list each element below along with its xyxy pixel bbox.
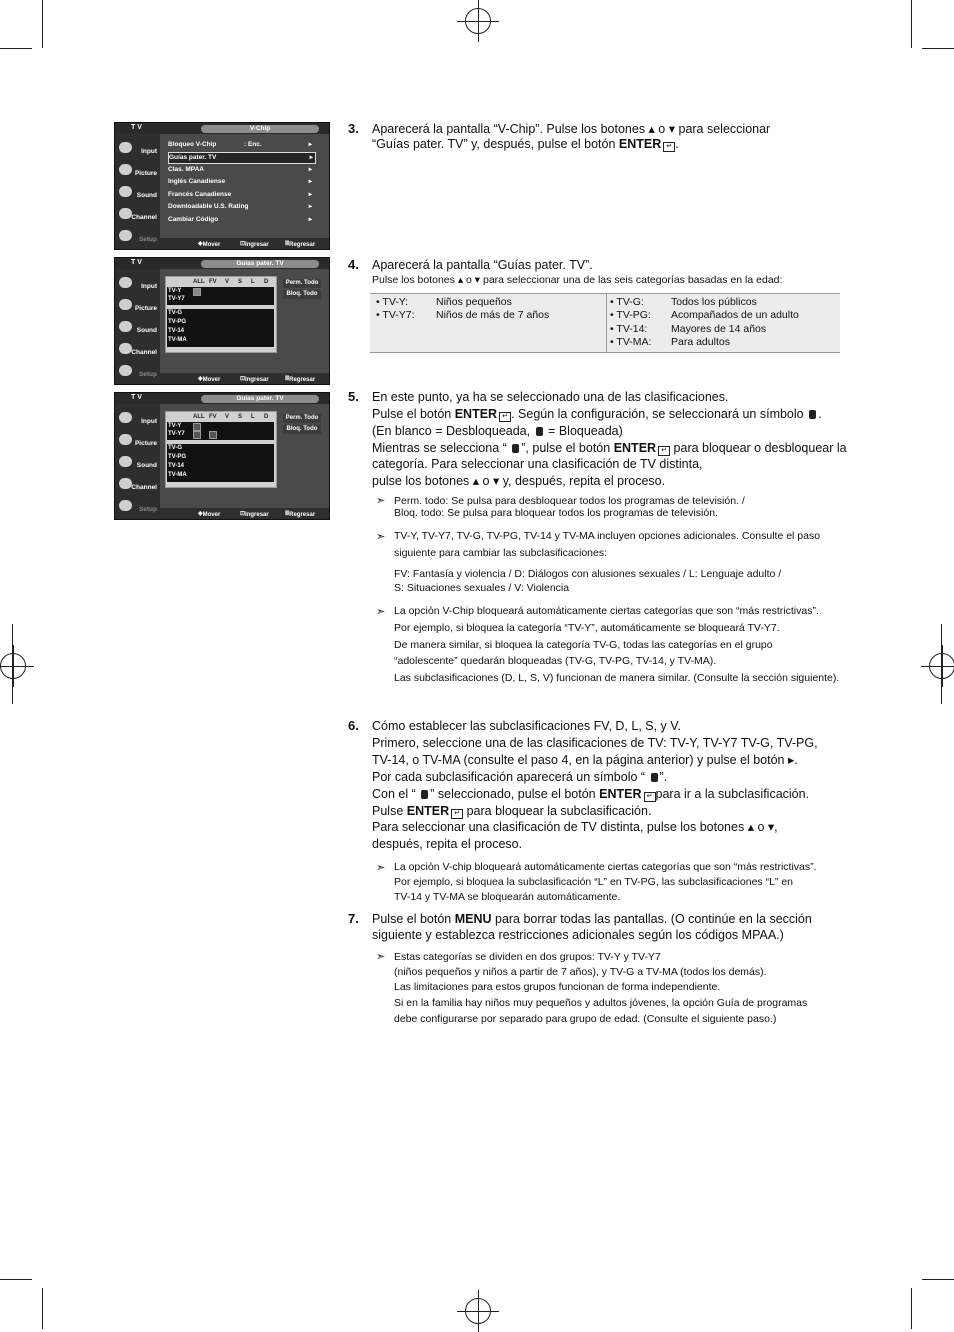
- vchip-menu: [162, 136, 326, 241]
- menu-item-ingles-canadiense[interactable]: Inglés Canadiense ▸: [168, 177, 314, 187]
- step3-line1: Aparecerá la pantalla “V-Chip”. Pulse los botones ▴ o ▾ para seleccionar: [372, 121, 770, 138]
- screen-title: Guías pater. TV: [201, 395, 319, 403]
- note-text: FV: Fantasía y violencia / D: Diálogos con alusiones sexuales / L: Lenguaje adulto /: [394, 568, 782, 580]
- note-text: Si en la familia hay niños muy pequeños y adultos jóvenes, la opción Guía de programas: [394, 997, 808, 1009]
- menu-item-bloqueo-vchip[interactable]: Bloqueo V-Chip : Enc. ▸: [168, 140, 314, 150]
- step4-line2: Pulse los botones ▴ o ▾ para seleccionar una de las seis categorías basadas en la edad:: [372, 273, 782, 288]
- note-text: Las subclasificaciones (D, L, S, V) funcionan de manera similar. (Consulte la sección siguiente).: [394, 672, 840, 684]
- registration-mark-icon: [0, 653, 26, 679]
- sidebar-item-setup[interactable]: Setup: [118, 363, 159, 383]
- crop-mark: [941, 624, 942, 704]
- table-cell-code: • TV-Y:: [376, 296, 409, 308]
- crop-mark: [911, 1288, 912, 1329]
- lock-icon[interactable]: [193, 423, 201, 431]
- sidebar-item-setup[interactable]: Setup: [118, 228, 159, 248]
- enter-icon: ↵: [644, 792, 656, 802]
- note-text: La opción V-Chip bloqueará automáticamente ciertas categorías que son “más restrictivas”.: [394, 605, 819, 617]
- tv-footer: [160, 508, 329, 519]
- note-arrow-icon: ➣: [376, 495, 386, 507]
- move-hint: ◆ Mover: [198, 511, 221, 518]
- input-icon: [119, 412, 132, 423]
- enter-icon: ↵: [658, 446, 670, 456]
- table-cell-code: • TV-Y7:: [376, 309, 415, 321]
- channel-icon: [119, 478, 132, 489]
- channel-icon: [119, 343, 132, 354]
- note-text: S: Situaciones sexuales / V: Violencia: [394, 582, 570, 594]
- crop-mark: [42, 1288, 43, 1329]
- crop-mark: [12, 624, 13, 704]
- tv-top-bar: T V Guías pater. TV: [115, 258, 329, 269]
- table-cell-code: • TV-PG:: [610, 309, 651, 321]
- sidebar-item-channel[interactable]: Channel: [118, 476, 159, 496]
- sidebar-item-input[interactable]: Input: [118, 275, 159, 295]
- arrow-right-icon: [309, 202, 312, 212]
- note-text: TV-Y, TV-Y7, TV-G, TV-PG, TV-14 y TV-MA incluyen opciones adicionales. Consulte el paso: [394, 530, 821, 542]
- note-text: debe configurarse por separado para grupo de edad. (Consulte el siguiente paso.): [394, 1013, 777, 1025]
- sound-icon: [119, 321, 132, 332]
- picture-icon: [119, 299, 132, 310]
- step7-line2: siguiente y establezca restricciones adicionales según los códigos MPAA.): [372, 928, 784, 942]
- sidebar-item-picture[interactable]: Picture: [118, 297, 159, 317]
- move-hint: ◆ Mover: [198, 376, 221, 383]
- enter-hint: ⊡ Ingresar: [240, 511, 269, 518]
- note-text: Estas categorías se dividen en dos grupos: TV-Y y TV-Y7: [394, 951, 661, 963]
- setup-icon: [119, 500, 132, 511]
- enter-hint: ⊡ Ingresar: [240, 376, 269, 383]
- table-cell-desc: Niños pequeños: [436, 296, 512, 308]
- move-hint: ◆ Mover: [198, 241, 221, 248]
- tv-screen-vchip: [114, 122, 330, 250]
- sidebar-item-picture[interactable]: Picture: [118, 162, 159, 182]
- lock-icon: [651, 773, 658, 782]
- step4-line1: Aparecerá la pantalla “Guías pater. TV”.: [372, 258, 593, 272]
- perm-todo-button[interactable]: Perm. Todo: [283, 279, 321, 288]
- step3-line2: “Guías pater. TV” y, después, pulse el botón ENTER ↵ .: [372, 137, 679, 151]
- picture-icon: [119, 164, 132, 175]
- table-divider: [606, 294, 607, 352]
- sidebar-item-channel[interactable]: Channel: [118, 206, 159, 226]
- note-text: Perm. todo: Se pulsa para desbloquear todos los programas de televisión. /: [394, 495, 745, 507]
- sidebar-item-sound[interactable]: Sound: [118, 454, 159, 474]
- picture-icon: [119, 434, 132, 445]
- step5-line3: (En blanco = Desbloqueada, = Bloqueada): [372, 424, 623, 438]
- step6-line8: después, repita el proceso.: [372, 837, 523, 851]
- step-number: 4.: [348, 257, 359, 272]
- rating-grid: ALL FV V S L D TV-Y TV-Y7 TV-G TV-PG TV-14 TV-MA: [165, 276, 277, 353]
- arrow-right-icon: [309, 165, 312, 175]
- menu-item-guias-pater-tv[interactable]: Guías pater. TV ▸: [168, 152, 316, 164]
- step6-line1: Cómo establecer las subclasificaciones FV, D, L, S, y V.: [372, 719, 681, 733]
- tv-screen-guias-1: [114, 257, 330, 385]
- step-number: 6.: [348, 718, 359, 733]
- table-cell-desc: Acompañados de un adulto: [671, 309, 799, 321]
- return-hint: Ⅲ Regresar: [285, 376, 316, 383]
- sidebar-item-input[interactable]: Input: [118, 410, 159, 430]
- note-text: (niños pequeños y niños a partir de 7 años), y TV-G a TV-MA (todos los demás).: [394, 966, 767, 978]
- sound-icon: [119, 186, 132, 197]
- tv-screen-guias-2: [114, 392, 330, 520]
- menu-item-cambiar-codigo[interactable]: Cambiar Código ▸: [168, 215, 314, 225]
- crop-mark: [911, 0, 912, 48]
- tv-top-bar: T V Guías pater. TV: [115, 393, 329, 404]
- note-text: Por ejemplo, si bloquea la categoría “TV-Y”, automáticamente se bloqueará TV-Y7.: [394, 622, 780, 634]
- bloq-todo-button[interactable]: Bloq. Todo: [283, 290, 321, 299]
- step5-line4: Mientras se selecciona “ ”, pulse el botón ENTER ↵ para bloquear o desbloquear la: [372, 441, 847, 455]
- lock-icon: [421, 790, 428, 799]
- note-arrow-icon: ➣: [376, 531, 386, 543]
- enter-icon: ↵: [499, 412, 511, 422]
- step5-line5: categoría. Para seleccionar una clasificación de TV distinta,: [372, 457, 703, 471]
- tv-top-bar: [115, 123, 329, 134]
- note-text: De manera similar, si bloquea la categoría TV-G, todas las categorías en el grupo: [394, 639, 773, 651]
- step-number: 7.: [348, 911, 359, 926]
- step5-line2: Pulse el botón ENTER ↵ . Según la configuración, se seleccionará un símbolo .: [372, 407, 822, 421]
- step6-line5: Con el “ ” seleccionado, pulse el botón ENTER ↵ para ir a la subclasificación.: [372, 787, 810, 801]
- perm-todo-button[interactable]: Perm. Todo: [283, 414, 321, 423]
- enter-icon: ↵: [451, 809, 463, 819]
- table-cell-desc: Mayores de 14 años: [671, 323, 767, 335]
- sound-icon: [119, 456, 132, 467]
- table-cell-code: • TV-MA:: [610, 336, 652, 348]
- note-text: TV-14 y TV-MA se bloquearán automáticamente.: [394, 891, 621, 903]
- sidebar-item-input[interactable]: Input: [118, 140, 159, 160]
- note-text: Bloq. todo: Se pulsa para bloquear todos los programas de televisión.: [394, 507, 718, 519]
- sidebar-item-setup[interactable]: Setup: [118, 498, 159, 518]
- return-hint: Ⅲ Regresar: [285, 511, 316, 518]
- arrow-right-icon: [309, 190, 312, 200]
- enter-hint: ⊡ Ingresar: [240, 241, 269, 248]
- sidebar-item-sound[interactable]: Sound: [118, 184, 159, 204]
- lock-icon: [536, 427, 543, 436]
- note-text: La opción V-chip bloqueará automáticamente ciertas categorías que son “más restrictivas”.: [394, 861, 817, 873]
- step6-line3: TV-14, o TV-MA (consulte el paso 4, en la página anterior) y pulse el botón ▸ .: [372, 752, 798, 769]
- step6-line6: Pulse ENTER ↵ para bloquear la subclasificación.: [372, 804, 652, 818]
- sidebar-item-picture[interactable]: Picture: [118, 432, 159, 452]
- step5-line6: pulse los botones ▴ o ▾ y, después, repita el proceso.: [372, 473, 665, 490]
- tv-sidebar: [115, 134, 160, 249]
- rating-cell-selected[interactable]: [193, 288, 201, 296]
- step-number: 5.: [348, 389, 359, 404]
- menu-item-frances-canadiense[interactable]: Francés Canadiense ▸: [168, 190, 314, 200]
- note-text: Las limitaciones para estos grupos funcionan de forma independiente.: [394, 981, 721, 993]
- input-icon: [119, 142, 132, 153]
- crop-mark: [0, 1279, 32, 1280]
- note-text: Por ejemplo, si bloquea la subclasificación “L” en TV-PG, las subclasificaciones “L” en: [394, 876, 793, 888]
- note-arrow-icon: ➣: [376, 862, 386, 874]
- setup-icon: [119, 230, 132, 241]
- table-cell-desc: Niños de más de 7 años: [436, 309, 550, 321]
- rating-grid: ALL FV V S L D TV-Y TV-Y7 TV-G TV-PG TV-14 TV-MA: [165, 411, 277, 488]
- tv-sidebar: [115, 269, 160, 384]
- screen-title: V-Chip: [201, 125, 319, 133]
- tv-footer: [160, 373, 329, 384]
- setup-icon: [119, 365, 132, 376]
- crop-mark: [922, 48, 954, 49]
- tv-sidebar: [115, 404, 160, 519]
- menu-item-clas-mpaa[interactable]: Clas. MPAA ▸: [168, 165, 314, 175]
- tv-footer: [160, 238, 329, 249]
- arrow-right-icon: [310, 153, 313, 163]
- bloq-todo-button[interactable]: Bloq. Todo: [283, 425, 321, 434]
- arrow-right-icon: [309, 215, 312, 225]
- lock-icon: [512, 444, 519, 453]
- lock-icon[interactable]: [209, 431, 217, 439]
- menu-item-downloadable-us-rating[interactable]: Downloadable U.S. Rating ▸: [168, 202, 314, 212]
- step6-line4: Por cada subclasificación aparecerá un símbolo “ ”.: [372, 770, 668, 784]
- step6-line2: Primero, seleccione una de las clasificaciones de TV: TV-Y, TV-Y7 TV-G, TV-PG,: [372, 736, 818, 750]
- step6-line7: Para seleccionar una clasificación de TV distinta, pulse los botones ▴ o ▾ ,: [372, 819, 778, 836]
- step-number: 3.: [348, 121, 359, 136]
- step7-line1: Pulse el botón MENU para borrar todas las pantallas. (O continúe en la sección: [372, 912, 812, 926]
- registration-mark-icon: [465, 1298, 491, 1324]
- lock-icon[interactable]: [193, 431, 201, 439]
- sidebar-item-sound[interactable]: Sound: [118, 319, 159, 339]
- table-cell-code: • TV-14:: [610, 323, 648, 335]
- table-cell-desc: Todos los públicos: [671, 296, 757, 308]
- note-arrow-icon: ➣: [376, 606, 386, 618]
- return-hint: Ⅲ Regresar: [285, 241, 316, 248]
- lock-icon: [809, 410, 816, 419]
- screen-title: Guías pater. TV: [201, 260, 319, 268]
- note-text: “adolescente” quedarán bloqueadas (TV-G, TV-PG, TV-14, y TV-MA).: [394, 655, 717, 667]
- note-arrow-icon: ➣: [376, 951, 386, 963]
- enter-icon: ↵: [663, 142, 675, 152]
- sidebar-item-channel[interactable]: Channel: [118, 341, 159, 361]
- note-text: siguiente para cambiar las subclasificaciones:: [394, 547, 608, 559]
- crop-mark: [922, 1279, 954, 1280]
- input-icon: [119, 277, 132, 288]
- step5-line1: En este punto, ya ha se seleccionado una de las clasificaciones.: [372, 390, 729, 404]
- table-cell-code: • TV-G:: [610, 296, 644, 308]
- arrow-right-icon: [309, 177, 312, 187]
- tv-label: T V: [131, 124, 142, 131]
- crop-mark: [0, 48, 32, 49]
- crop-mark: [42, 0, 43, 48]
- registration-mark-icon: [465, 8, 491, 34]
- arrow-right-icon: [309, 140, 312, 150]
- table-cell-desc: Para adultos: [671, 336, 730, 348]
- channel-icon: [119, 208, 132, 219]
